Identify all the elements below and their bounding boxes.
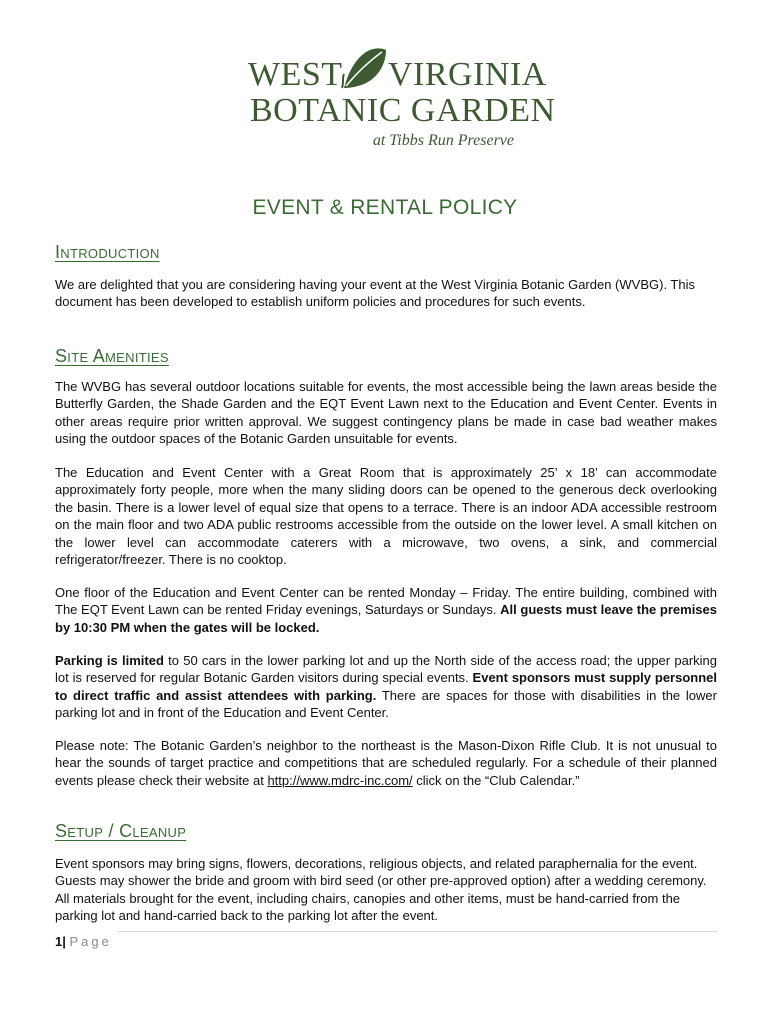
logo-word-west: WEST — [248, 56, 343, 93]
page-number: 1 — [55, 934, 63, 949]
logo-line2: BOTANIC GARDEN — [250, 92, 556, 129]
logo-word-virginia: VIRGINIA — [388, 56, 547, 93]
wvbg-logo — [248, 44, 556, 156]
rifle-club-paragraph — [55, 737, 717, 789]
amenities-paragraph-1: The WVBG has several outdoor locations suitable for events, the most accessible being the lawn areas beside the Butterfly Garden, the Shade Garden and the EQT Event Lawn next to the Education and Event Center. Events in other areas require prior written approval. We suggest contingency plans be made in case bad weather makes using the outdoor spaces of the Botanic Garden unsuitable for events. — [55, 379, 717, 447]
sponsor-parking-notice: Event sponsors must supply personnel to direct traffic and assist attendees with parking. — [55, 670, 717, 703]
footer-divider — [118, 931, 718, 932]
amenities-paragraph-3 — [55, 584, 717, 636]
page-title: EVENT & RENTAL POLICY — [252, 196, 518, 219]
page-footer — [55, 934, 112, 949]
gate-closing-notice: All guests must leave the premises by 10:30 PM when the gates will be locked. — [55, 602, 717, 635]
parking-text-2: There are spaces for those with disabilities in the lower parking lot and in front of the Education and Event Center. — [55, 687, 717, 721]
intro-paragraph: We are delighted that you are considering having your event at the West Virginia Botanic Garden (WVBG). This document has been developed to establish uniform policies and procedures for such events. — [55, 277, 695, 310]
parking-text-1: to 50 cars in the lower parking lot and up the North side of the access road; the upper parking lot is reserved for regular Botanic Garden visitors during special events. — [55, 653, 717, 686]
logo-tagline: at Tibbs Run Preserve — [372, 132, 514, 149]
heading-site-amenities: Site Amenities — [55, 346, 169, 366]
heading-introduction: Introduction — [55, 242, 160, 262]
rental-days-text: One floor of the Education and Event Center can be rented Monday – Friday. The entire building, combined with The EQT Event Lawn can be rented Friday evenings, Saturdays or Sundays. — [55, 585, 717, 618]
parking-paragraph — [55, 652, 717, 722]
footer-separator: | — [62, 934, 66, 949]
rifle-club-website-link[interactable]: http://www.mdrc-inc.com/ — [267, 772, 413, 788]
leaf-icon — [340, 44, 388, 90]
parking-limited-label: Parking is limited — [55, 653, 164, 668]
setup-paragraph: Event sponsors may bring signs, flowers, decorations, religious objects, and related paraphernalia for the event. Guests may shower the bride and groom with bird seed (or other pre-approved option) after a wedding ceremony. All materials brought for the event, including chairs, canopies and other items, must be hand-carried from the parking lot and hand-carried back to the parking lot after the event. — [55, 856, 707, 924]
rifle-club-text-1: Please note: The Botanic Garden’s neighbor to the northeast is the Mason-Dixon Rifle Club. It is not unusual to hear the sounds of target practice and competitions that are scheduled regularly. For a schedule of their planned events please check their website at — [55, 738, 717, 788]
heading-setup-cleanup: Setup / Cleanup — [55, 821, 187, 841]
amenities-paragraph-2: The Education and Event Center with a Great Room that is approximately 25’ x 18’ can accommodate approximately forty people, more when the many sliding doors can be opened to the generous deck overlooking the basin. There is a lower level of equal size that opens to a terrace. There is an indoor ADA accessible restroom on the main floor and two ADA public restrooms accessible from the outside on the lower level. A small kitchen on the lower level can accommodate caterers with a microwave, two ovens, a sink, and commercial refrigerator/freezer. There is no cooktop. — [55, 465, 717, 568]
rifle-club-text-2: click on the “Club Calendar.” — [412, 772, 580, 788]
page-label: Page — [69, 934, 112, 949]
